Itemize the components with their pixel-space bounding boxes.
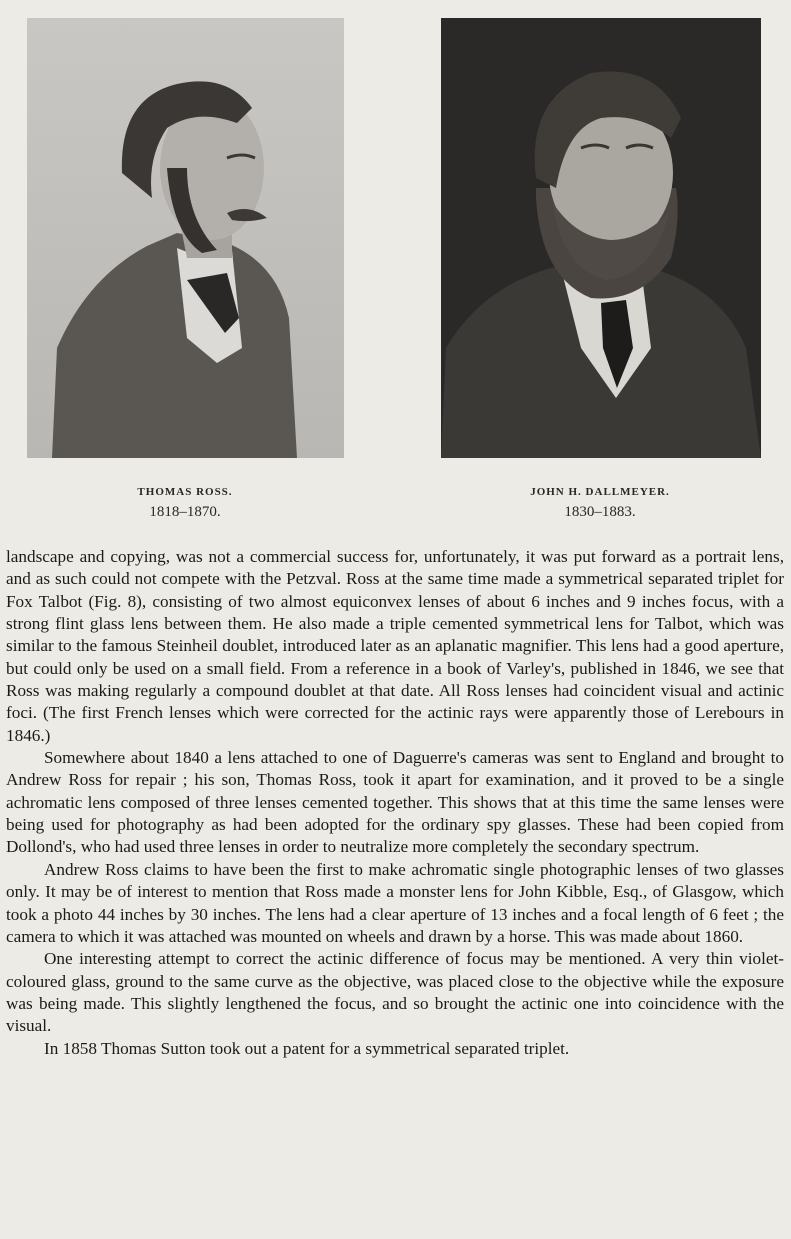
- portrait-john-dallmeyer: [441, 18, 761, 458]
- portrait-thomas-ross-image: [27, 18, 344, 458]
- caption-name: JOHN H. DALLMEYER.: [530, 486, 670, 498]
- body-text: [6, 546, 784, 1060]
- paragraph: One interesting attempt to correct the actinic difference of focus may be mentioned. A very thin violet-coloured glass, ground to the same curve as the objective, was placed close to the objective while the exposure was being made. This slightly lengthened the focus, and so brought the actinic one into coincidence with the visual.: [6, 949, 784, 1036]
- paragraph: landscape and copying, was not a commercial success for, unfortunately, it was put forward as a portrait lens, and as such could not compete with the Petzval. Ross at the same time made a symmetrical separated triplet for Fox Talbot (Fig. 8), consisting of two almost equiconvex lenses of about 6 inches and 9 inches focus, with a strong flint glass lens between them. He also made a triple cemented symmetrical lens for Talbot, which was similar to the famous Steinheil doublet, introduced later as an aplanatic magnifier. This lens had a good aperture, but could only be used on a small field. From a reference in a book of Varley's, published in 1846, we see that Ross was making regularly a compound doublet at that date. All Ross lenses had coincident visual and actinic foci. (The first French lenses which were corrected for the actinic rays were apparently those of Lerebours in 1846.): [6, 547, 784, 745]
- portrait-john-dallmeyer-image: [441, 18, 761, 458]
- paragraph: Andrew Ross claims to have been the first to make achromatic single photographic lenses of two glasses only. It may be of interest to mention that Ross made a monster lens for John Kibble, Esq., of Glasgow, which took a photo 44 inches by 30 inches. The lens had a clear aperture of 13 inches and a focal length of 6 feet ; the camera to which it was attached was mounted on wheels and drawn by a horse. This was made about 1860.: [6, 859, 784, 946]
- caption-thomas-ross: [85, 486, 285, 521]
- paragraph: In 1858 Thomas Sutton took out a patent for a symmetrical separated triplet.: [44, 1038, 570, 1058]
- portrait-thomas-ross: [27, 18, 344, 458]
- paragraph: Somewhere about 1840 a lens attached to one of Daguerre's cameras was sent to England and brought to Andrew Ross for repair ; his son, Thomas Ross, took it apart for examination, and it proved to be a single achromatic lens composed of three lenses cemented together. This shows that at this time the same lenses were being used for photography as had been adopted for the ordinary spy glasses. These had been copied from Dollond's, who had used three lenses in order to neutralize more completely the secondary spectrum.: [6, 748, 784, 857]
- caption-dates: 1830–1883.: [564, 504, 636, 520]
- caption-dates: 1818–1870.: [149, 504, 221, 520]
- caption-john-dallmeyer: [500, 486, 700, 521]
- caption-name: THOMAS ROSS.: [137, 486, 233, 498]
